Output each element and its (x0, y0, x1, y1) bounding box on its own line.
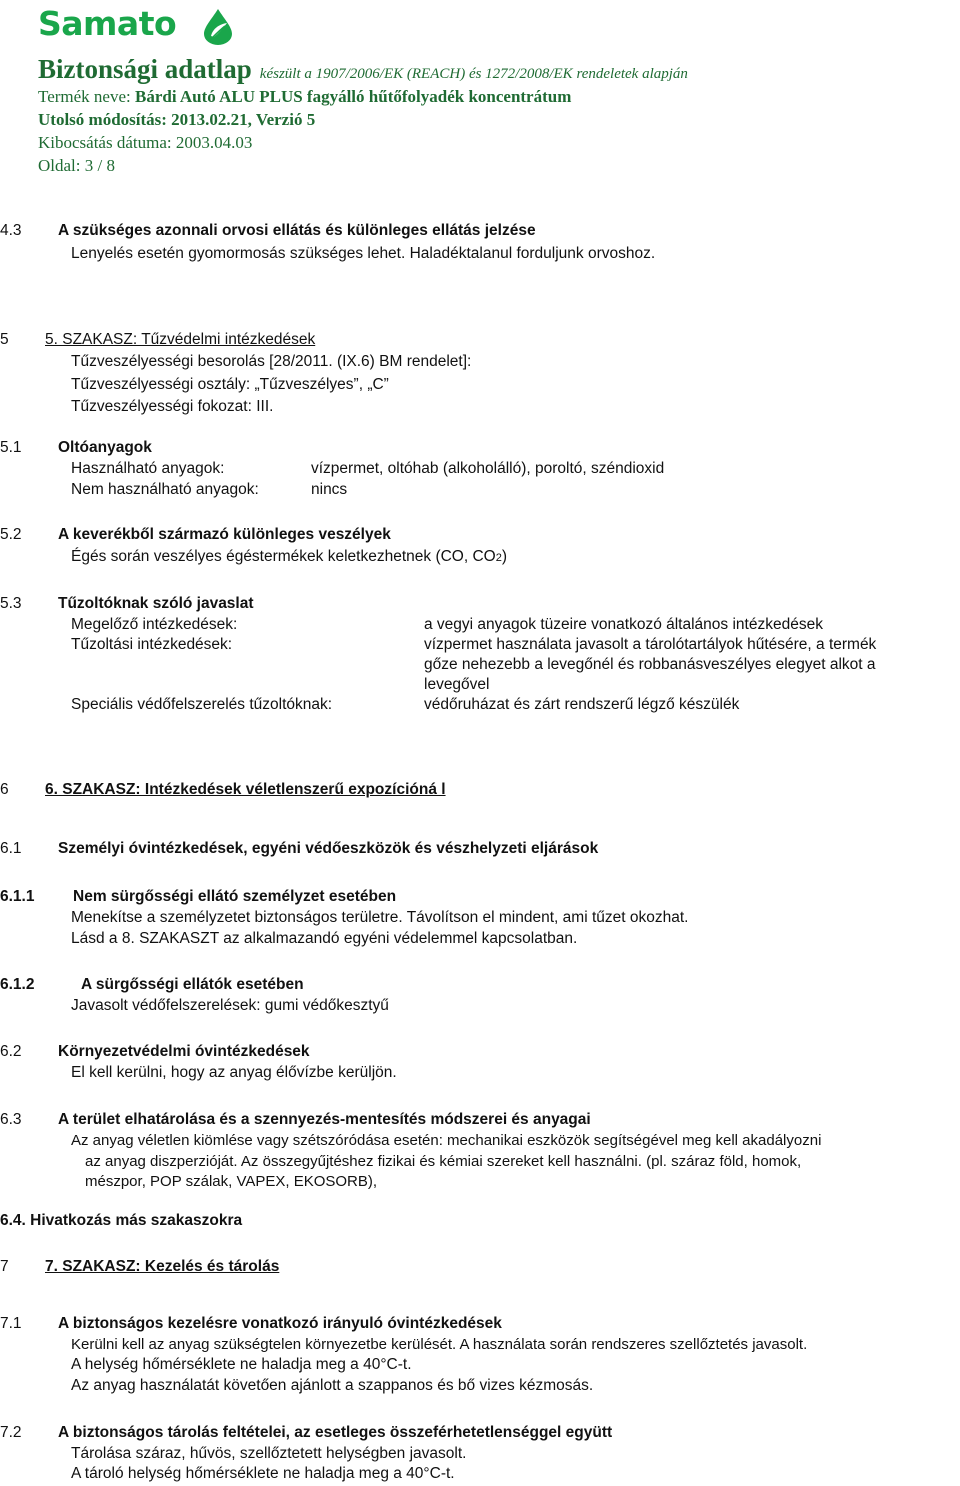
section-number: 7.2 (0, 1424, 22, 1441)
document-title-line (38, 54, 688, 85)
document-title: Biztonsági adatlap (38, 54, 252, 84)
section-text: Lásd a 8. SZAKASZT az alkalmazandó egyéni védelemmel kapcsolatban. (71, 930, 578, 947)
document-regulation: készült a 1907/2006/EK (REACH) és 1272/2008/EK rendeletek alapján (259, 66, 688, 82)
section-number: 5 (0, 331, 9, 348)
firefighting-label: Tűzoltási intézkedések: (71, 636, 233, 653)
section-title: Nem sürgősségi ellátó személyzet esetében (73, 888, 397, 905)
section-number: 4.3 (0, 222, 22, 239)
section-number: 6 (0, 781, 9, 798)
issue-date: Kibocsátás dátuma: 2003.04.03 (38, 133, 253, 152)
section-text: A tároló helység hőmérséklete ne haladja meg a 40°C-t. (71, 1465, 455, 1482)
section-title: A terület elhatárolása és a szennyezés-mentesítés módszerei és anyagai (58, 1111, 591, 1128)
page-number: Oldal: 3 / 8 (38, 156, 115, 175)
ppe-label: Speciális védőfelszerelés tűzoltóknak: (71, 696, 333, 713)
section-number: 7.1 (0, 1315, 22, 1332)
fire-class: Tűzveszélyességi osztály: „Tűzveszélyes”, „C” (71, 376, 389, 393)
section-text: Égés során veszélyes égéstermékek keletkezhetnek (CO, CO (71, 548, 496, 565)
product-line (38, 87, 571, 107)
prevention-label: Megelőző intézkedések: (71, 616, 238, 633)
unusable-label: Nem használható anyagok: (71, 481, 259, 498)
section-number: 6.1.2 (0, 976, 35, 993)
section-title: 7. SZAKASZ: Kezelés és tárolás (45, 1258, 280, 1275)
section-title: A biztonságos tárolás feltételei, az esetleges összeférhetetlenséggel együtt (58, 1424, 613, 1441)
firefighting-value: gőze nehezebb a levegőnél és robbanásveszélyes elegyet alkot a (424, 656, 876, 673)
subscript: 2 (495, 552, 502, 564)
section-title: Tűzoltóknak szóló javaslat (58, 595, 254, 612)
section-text: Tárolása száraz, hűvös, szellőztetett helységben javasolt. (71, 1445, 467, 1462)
section-text: El kell kerülni, hogy az anyag élővízbe kerüljön. (71, 1064, 397, 1081)
section-number: 5.2 (0, 526, 22, 543)
section-number: 6.1.1 (0, 888, 35, 905)
section-number: 5.1 (0, 439, 22, 456)
section-text: Menekítse a személyzetet biztonságos területre. Távolítson el mindent, ami tűzet okozhat. (71, 909, 689, 926)
product-label: Termék neve: (38, 87, 131, 106)
section-text: Lenyelés esetén gyomormosás szükséges lehet. Haladéktalanul forduljunk orvoshoz. (71, 245, 656, 262)
product-name: Bárdi Autó ALU PLUS fagyálló hűtőfolyadék koncentrátum (135, 87, 572, 106)
section-text-line (71, 548, 507, 566)
section-text: A helység hőmérséklete ne haladja meg a 40°C-t. (71, 1356, 412, 1373)
section-number: 5.3 (0, 595, 22, 612)
section-text: Javasolt védőfelszerelések: gumi védőkesztyű (71, 997, 389, 1014)
section-text-end: ) (501, 548, 508, 565)
section-number: 6.2 (0, 1043, 22, 1060)
last-modified: Utolsó módosítás: 2013.02.21, Verzió 5 (38, 110, 316, 129)
firefighting-value: levegővel (424, 676, 490, 693)
section-title: A sürgősségi ellátók esetében (81, 976, 304, 993)
section-title: Oltóanyagok (58, 439, 152, 456)
section-number: 6.3 (0, 1111, 22, 1128)
usable-label: Használható anyagok: (71, 460, 225, 477)
fire-classification: Tűzveszélyességi besorolás [28/2011. (IX.6) BM rendelet]: (71, 353, 472, 370)
section-title: 5. SZAKASZ: Tűzvédelmi intézkedések (45, 331, 316, 348)
section-title: 6. SZAKASZ: Intézkedések véletlenszerű expozícióná l (45, 781, 446, 798)
section-text: Az anyag véletlen kiömlése vagy szétszóródása esetén: mechanikai eszközök segítségével meg kell akadályozni (71, 1132, 822, 1149)
section-text: Az anyag használatát követően ajánlott a szappanos és bő vizes kézmosás. (71, 1377, 594, 1394)
section-title: A biztonságos kezelésre vonatkozó irányuló óvintézkedések (58, 1315, 502, 1332)
section-title: Személyi óvintézkedések, egyéni védőeszközök és vészhelyzeti eljárások (58, 840, 599, 857)
unusable-value: nincs (311, 481, 348, 498)
usable-value: vízpermet, oltóhab (alkoholálló), poroltó, széndioxid (311, 460, 665, 477)
section-title: 6.4. Hivatkozás más szakaszokra (0, 1212, 243, 1229)
prevention-value: a vegyi anyagok tüzeire vonatkozó általános intézkedések (424, 616, 823, 633)
section-text: az anyag diszperzióját. Az összegyűjtéshez fizikai és kémiai szereket kell használni. (pl. száraz föld, homok, (85, 1153, 802, 1170)
section-number: 7 (0, 1258, 9, 1275)
firefighting-value: vízpermet használata javasolt a tárolótartályok hűtésére, a termék (424, 636, 877, 653)
section-title: A keverékből származó különleges veszélyek (58, 526, 391, 543)
section-number: 6.1 (0, 840, 22, 857)
ppe-value: védőruházat és zárt rendszerű légző készülék (424, 696, 740, 713)
section-title: A szükséges azonnali orvosi ellátás és különleges ellátás jelzése (58, 222, 536, 239)
logo-text: Samato (38, 4, 177, 43)
section-text: Kerülni kell az anyag szükségtelen környezetbe kerülését. A használata során rendszeres szellőztetés javasolt. (71, 1336, 808, 1353)
section-title: Környezetvédelmi óvintézkedések (58, 1043, 310, 1060)
section-text: mészpor, POP szálak, VAPEX, EKOSORB), (85, 1173, 378, 1190)
water-drop-leaf-icon (200, 8, 236, 46)
fire-grade: Tűzveszélyességi fokozat: III. (71, 398, 274, 415)
